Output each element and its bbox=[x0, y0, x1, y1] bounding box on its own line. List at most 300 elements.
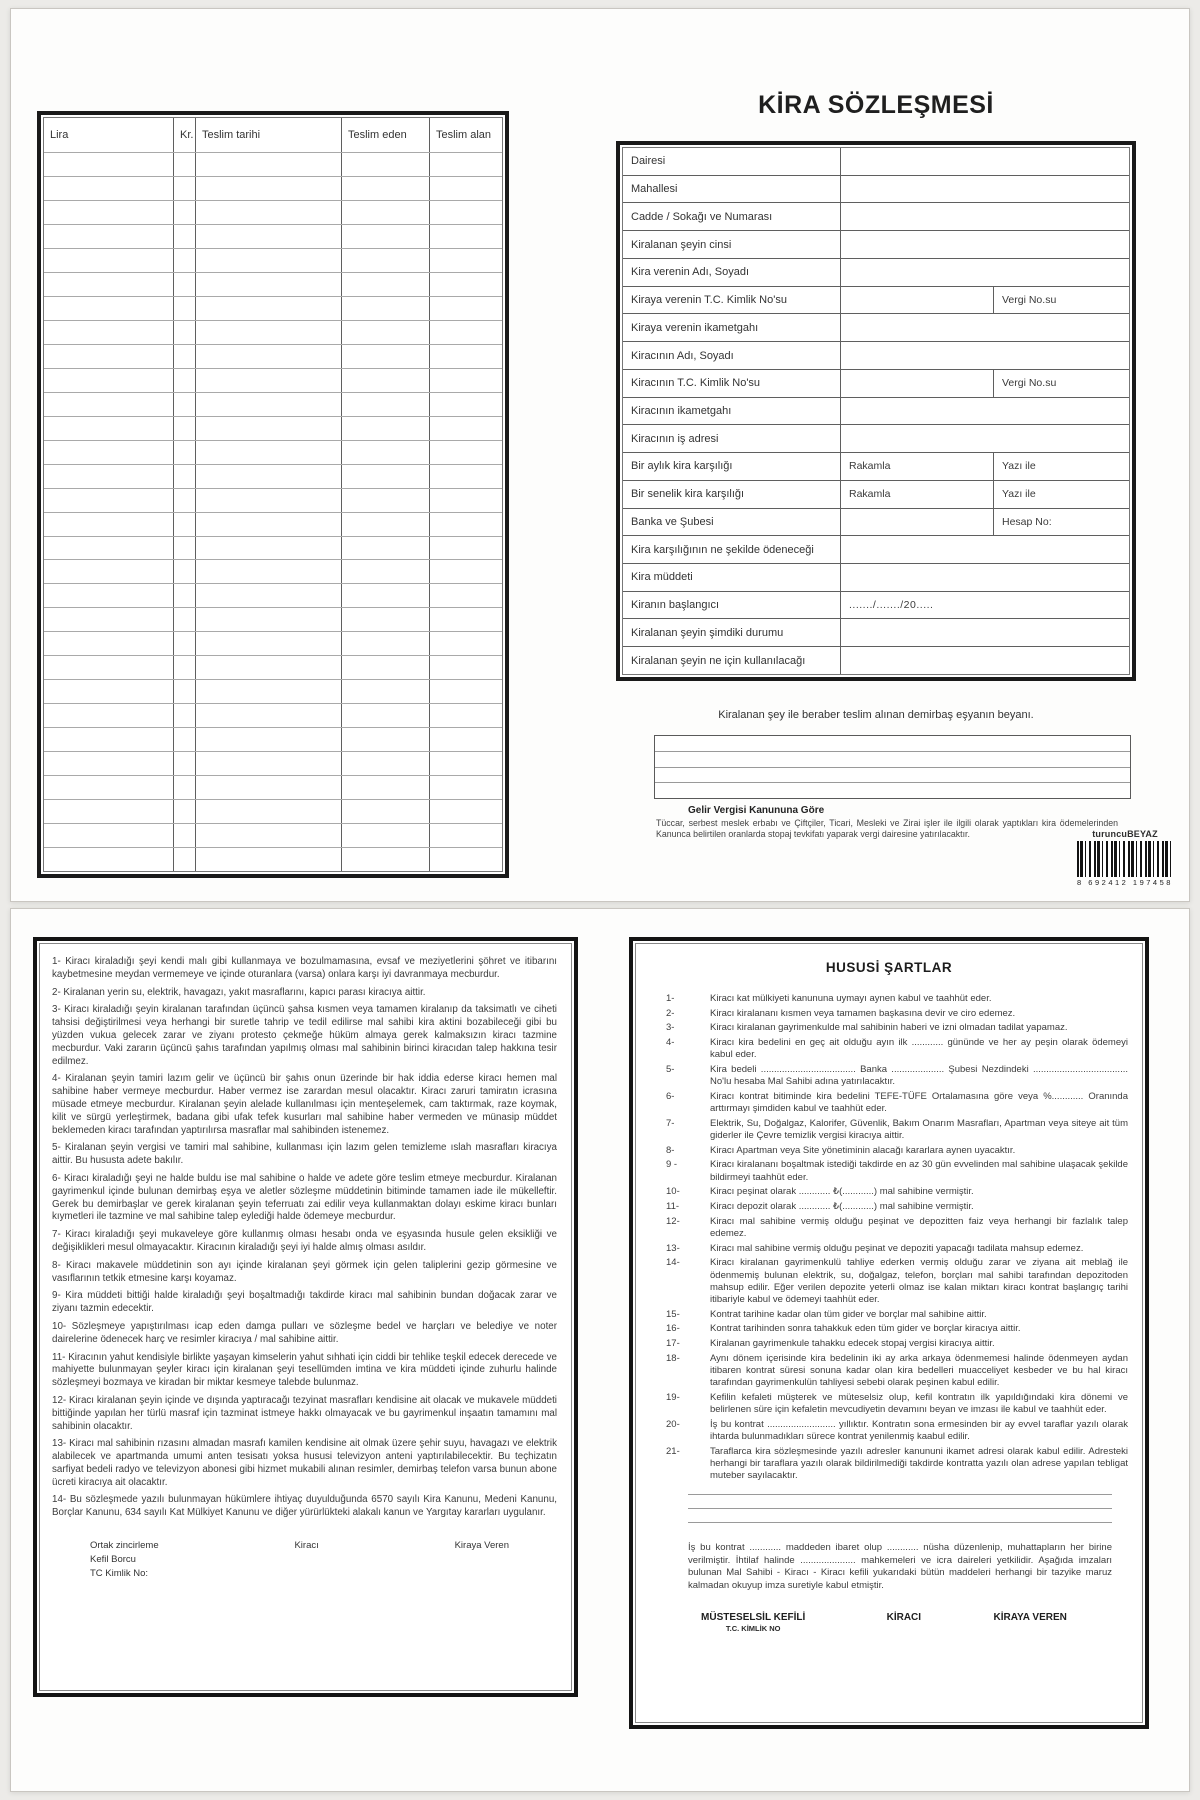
special-term-text: Kontrat tarihinden sonra tahakkuk eden tüm gider ve borçlar kiracıya aittir. bbox=[710, 1323, 1021, 1335]
tax-note bbox=[656, 805, 1118, 840]
signature-line-label: TC Kimlik No: bbox=[90, 1568, 149, 1580]
delivery-cell bbox=[44, 201, 174, 224]
delivery-cell bbox=[430, 417, 502, 440]
delivery-cell bbox=[44, 177, 174, 200]
form-field-label: Kiracının Adı, Soyadı bbox=[631, 349, 734, 362]
special-term-item bbox=[666, 1186, 1128, 1198]
form-field-label: Dairesi bbox=[631, 155, 666, 168]
delivery-table-row bbox=[44, 607, 502, 631]
contract-clause: 7- Kiracı kiraladığı şeyi mukaveleye göre kullanmış olması hesabı onda ve eşyasında husule gelen eksikliği ve değişiklikleri mesul olmayacaktır. Kiracının kiraladığı şeyi iyi halde almış olması asıldır. bbox=[52, 1229, 557, 1253]
delivery-cell bbox=[342, 632, 430, 655]
special-term-item bbox=[666, 1338, 1128, 1350]
form-field-label: Kiraya verenin ikametgahı bbox=[631, 321, 759, 334]
delivery-cell bbox=[342, 393, 430, 416]
barcode-block bbox=[1073, 829, 1177, 887]
form-row bbox=[623, 258, 1129, 286]
delivery-table-row bbox=[44, 799, 502, 823]
delivery-cell bbox=[196, 728, 342, 751]
contract-clause: 2- Kiralanan yerin su, elektrik, havagazı, yakıt masraflarını, kapıcı parası kiracıya aittir. bbox=[52, 986, 426, 998]
special-term-item bbox=[666, 1145, 1128, 1157]
delivery-cell bbox=[174, 680, 196, 703]
delivery-cell bbox=[174, 393, 196, 416]
delivery-table-row bbox=[44, 344, 502, 368]
special-term-text: Kiracı mal sahibine vermiş olduğu peşinat ve depoziti yapacağı tadilata mahsup edemez. bbox=[710, 1242, 1084, 1254]
signature-block bbox=[656, 1612, 850, 1633]
form-field-label: Kiracının ikametgahı bbox=[631, 404, 732, 417]
inventory-note: Kiralanan şey ile beraber teslim alınan demirbaş eşyanın beyanı. bbox=[718, 709, 1034, 721]
delivery-cell bbox=[196, 441, 342, 464]
delivery-cell bbox=[196, 201, 342, 224]
contract-clause: 1- Kiracı kiraladığı şeyi kendi malı gibi kullanmaya ve bozulmamasına, evsaf ve meziyetlerini şöhret ve itibarını kaybetmesine meydan vermemeye ve içinde oturanlara (varsa) onlara karşı iyi davranmaya mecburdur. bbox=[52, 956, 557, 980]
delivery-cell bbox=[342, 369, 430, 392]
special-term-text: İş bu kontrat .......................... yıllıktır. Kontratın sona ermesinden bir ay evvel taraflar yazılı olarak ihtarda bulunmadıkları sürece kontrat yenilenmiş kaabul edilir. bbox=[710, 1418, 1128, 1442]
form-row bbox=[623, 286, 1129, 314]
delivery-cell bbox=[342, 465, 430, 488]
contract-front-page bbox=[10, 8, 1190, 902]
delivery-table-row bbox=[44, 368, 502, 392]
form-field-label: Kira müddeti bbox=[631, 571, 693, 584]
special-term-item bbox=[666, 1091, 1128, 1115]
delivery-cell bbox=[174, 513, 196, 536]
delivery-table-row bbox=[44, 416, 502, 440]
form-field-label: Kiranın başlangıcı bbox=[631, 599, 720, 612]
fill-in-lines bbox=[688, 1494, 1112, 1536]
signature-label: KİRACI bbox=[886, 1611, 922, 1623]
special-term-item bbox=[666, 1446, 1128, 1483]
delivery-cell bbox=[196, 656, 342, 679]
form-row bbox=[623, 230, 1129, 258]
delivery-cell bbox=[430, 273, 502, 296]
delivery-table-row bbox=[44, 536, 502, 560]
tax-note-body: Tüccar, serbest meslek erbabı ve Çiftçiler, Ticari, Mesleki ve Zirai işler ile ilgili olarak yaptıkları kira ödemelerinden Kanunca belirtilen oranlarda stopaj tevkifatı yaparak vergi dairesine yatırılacaktır. bbox=[656, 818, 1118, 839]
special-term-number: 19- bbox=[666, 1391, 680, 1403]
delivery-cell bbox=[44, 153, 174, 176]
special-term-number: 21- bbox=[666, 1445, 680, 1457]
delivery-cell bbox=[342, 345, 430, 368]
form-field-value bbox=[840, 425, 1129, 452]
signature-block bbox=[957, 1612, 1103, 1633]
special-term-number: 5- bbox=[666, 1064, 675, 1076]
delivery-table-row bbox=[44, 583, 502, 607]
special-term-text: Taraflarca kira sözleşmesinde yazılı adresler kanununi ikamet adresi olarak kabul edilir. Adresteki herhangi bir taraflara yazılı olarak bildirilmediği takdirde kontratta yazılı olan adrese yapılan tebligat muteber sayılacaktır. bbox=[710, 1445, 1128, 1482]
tax-note-title: Gelir Vergisi Kanununa Göre bbox=[688, 805, 825, 816]
delivery-cell bbox=[430, 441, 502, 464]
delivery-cell bbox=[430, 584, 502, 607]
delivery-table-row bbox=[44, 559, 502, 583]
form-field-value bbox=[840, 203, 1129, 230]
delivery-cell bbox=[430, 345, 502, 368]
delivery-cell bbox=[430, 201, 502, 224]
delivery-cell bbox=[196, 345, 342, 368]
delivery-cell bbox=[430, 225, 502, 248]
form-field-value bbox=[840, 231, 1129, 258]
delivery-table-row bbox=[44, 392, 502, 416]
closing-statement: İş bu kontrat ............ maddeden ibaret olup ............ nüsha düzenlenip, muhattapların her birine verilmiştir. İhtilaf halinde ..................... mahkemeleri ve icra daireleri yetkilidir. Aşağıda imzaları bulunan Mal Sahibi - Kiracı - Kiracı kefili yukarıdaki bütün maddeleri herhangi bir tazyike maruz kalmadan okuyup imza suretiyle kabul etmiştir. bbox=[688, 1542, 1112, 1591]
contract-clause: 5- Kiralanan şeyin vergisi ve tamiri mal sahibine, kullanması için lazım gelen temizleme ıslah masrafları kiracıya aittir. Bu hususta adete bakılır. bbox=[52, 1142, 557, 1167]
delivery-table-row bbox=[44, 224, 502, 248]
special-term-text: Kiracı kontrat bitiminde kira bedelini TEFE-TÜFE Ortalamasına göre veya %............ Oranında arttırmayı şimdiden kabul ve taahhüt eder. bbox=[710, 1090, 1128, 1115]
delivery-column-header: Teslim alan bbox=[436, 129, 492, 141]
brand-label: turuncuBEYAZ bbox=[1092, 829, 1158, 839]
special-term-text: Kiracı kiralananı boşaltmak istediği takdirde en az 30 gün evvelinden mal sahibine ulaşacak şekilde bildirmeyi taahhüt eder. bbox=[710, 1159, 1128, 1183]
form-row bbox=[623, 535, 1129, 563]
page-title: KİRA SÖZLEŞMESİ bbox=[758, 91, 994, 119]
special-term-text: Kiracı kiralanan gayrimenkulü tahliye ederken vermiş olduğu zarar ve ziyana ait meblağ ile ödenmemiş bulunan elektrik, su, doğalgaz, telefon, borçları mal sahibi tarafından depozitoden mahsup edilir. Eğer verilen depozite yeterli olmaz ise kalan miktarı kiracı kontrat başlangıç tarihi itibariyle kabul ve ödemeyi taahhüt eder. bbox=[710, 1257, 1128, 1305]
delivery-cell bbox=[430, 393, 502, 416]
form-field-sublabel: Rakamla bbox=[840, 453, 993, 480]
delivery-column-header: Teslim eden bbox=[342, 118, 430, 152]
special-term-item bbox=[666, 1323, 1128, 1335]
form-field-value bbox=[840, 259, 1129, 286]
delivery-cell bbox=[174, 489, 196, 512]
delivery-cell bbox=[196, 752, 342, 775]
special-term-number: 9 - bbox=[666, 1159, 678, 1171]
delivery-cell bbox=[196, 848, 342, 871]
delivery-cell bbox=[342, 656, 430, 679]
delivery-cell bbox=[174, 321, 196, 344]
delivery-column-header: Kr. bbox=[174, 118, 196, 152]
form-field-sublabel: Yazı ile bbox=[993, 453, 1129, 480]
form-field-value bbox=[840, 398, 1129, 425]
delivery-cell bbox=[44, 776, 174, 799]
delivery-table-row bbox=[44, 176, 502, 200]
delivery-cell bbox=[430, 537, 502, 560]
delivery-table-row bbox=[44, 655, 502, 679]
form-row bbox=[623, 646, 1129, 674]
ruled-line bbox=[688, 1508, 1112, 1522]
contract-clause: 6- Kiracı kiraladığı şeyi ne halde buldu ise mal sahibine o halde ve adete göre teslim etmeye mecburdur. Kiralanan gayrimenkul içinde bulunan demirbaş eşya ve aletler sözleşme müddetinin bitiminde tamamen iade ile mükelleftir. Gerek bu demirbaşlar ve gerek kiralanan şeyin teferruatı zai edilir veya kullanmaktan dolayı eskime kiracı bunları kıymetleri ile tazmine ve mal sahibine talep eylediği halde ödemeye mecburdur. bbox=[52, 1172, 557, 1223]
delivery-table-row bbox=[44, 440, 502, 464]
form-field-label: Kira karşılığının ne şekilde ödeneceği bbox=[631, 543, 814, 556]
delivery-cell bbox=[430, 728, 502, 751]
special-term-number: 3- bbox=[666, 1022, 675, 1034]
delivery-cell bbox=[44, 297, 174, 320]
form-field-sublabel: Hesap No: bbox=[993, 509, 1129, 536]
contract-form bbox=[622, 147, 1130, 675]
special-term-item bbox=[666, 1309, 1128, 1321]
special-term-item bbox=[666, 1419, 1128, 1443]
special-terms-box bbox=[629, 937, 1149, 1729]
delivery-cell bbox=[174, 273, 196, 296]
delivery-cell bbox=[430, 608, 502, 631]
delivery-cell bbox=[174, 704, 196, 727]
special-terms-title: HUSUSİ ŞARTLAR bbox=[825, 960, 953, 975]
delivery-cell bbox=[174, 369, 196, 392]
delivery-cell bbox=[430, 489, 502, 512]
delivery-cell bbox=[44, 537, 174, 560]
special-term-number: 16- bbox=[666, 1323, 680, 1335]
signature-label: MÜSTESELSİL KEFİLİ bbox=[701, 1611, 806, 1623]
delivery-cell bbox=[342, 848, 430, 871]
form-row bbox=[623, 175, 1129, 203]
delivery-cell bbox=[44, 824, 174, 847]
special-term-text: Kiracı mal sahibine vermiş olduğu peşinat ve depozitten faiz veya herhangi bir fazlalık talep edemez. bbox=[710, 1215, 1128, 1239]
delivery-table-row bbox=[44, 679, 502, 703]
delivery-cell bbox=[44, 441, 174, 464]
delivery-cell bbox=[44, 369, 174, 392]
delivery-cell bbox=[342, 584, 430, 607]
delivery-cell bbox=[44, 752, 174, 775]
delivery-cell bbox=[44, 273, 174, 296]
contract-form-frame bbox=[616, 141, 1136, 681]
delivery-table-row bbox=[44, 200, 502, 224]
form-field-sublabel bbox=[840, 287, 993, 314]
delivery-cell bbox=[44, 728, 174, 751]
delivery-table-row bbox=[44, 751, 502, 775]
delivery-cell bbox=[342, 417, 430, 440]
left-signature-lines bbox=[90, 1539, 159, 1581]
special-term-number: 11- bbox=[666, 1201, 680, 1213]
special-term-item bbox=[666, 1159, 1128, 1183]
delivery-table bbox=[43, 117, 503, 872]
demirbas-row bbox=[655, 751, 1130, 767]
special-term-number: 14- bbox=[666, 1257, 680, 1269]
delivery-cell bbox=[44, 560, 174, 583]
delivery-cell bbox=[342, 728, 430, 751]
delivery-cell bbox=[430, 249, 502, 272]
special-term-item bbox=[666, 1201, 1128, 1213]
delivery-cell bbox=[174, 752, 196, 775]
form-field-value bbox=[840, 342, 1129, 369]
form-field-value bbox=[840, 647, 1129, 674]
contract-clause: 12- Kiracı kiralanan şeyin içinde ve dışında yaptıracağı tezyinat masrafları kendisine ait olacak ve mukavele müddeti bittiğinde yapılan her türlü masraf için tazminat istmeye hakkı olmayacak ve bu gayrimenkul inşaatın tamamını mal sahibinin olacaktır. bbox=[52, 1394, 557, 1432]
special-term-text: Kefilin kefaleti müşterek ve müteselsiz olup, kefil kontratın ilk yapıldığındaki kira dönemi ve belirlenen süre için kefaletin mevcudiyetin devamını beyan ve imzası ile kabul ve taahhüt eder. bbox=[710, 1391, 1128, 1416]
form-row bbox=[623, 341, 1129, 369]
form-field-sublabel bbox=[840, 370, 993, 397]
delivery-cell bbox=[44, 345, 174, 368]
special-term-item bbox=[666, 1064, 1128, 1088]
delivery-cell bbox=[430, 632, 502, 655]
special-terms-list bbox=[636, 993, 1142, 1482]
form-field-value bbox=[840, 536, 1129, 563]
form-field-value bbox=[840, 619, 1129, 646]
delivery-cell bbox=[196, 704, 342, 727]
ruled-line bbox=[688, 1522, 1112, 1536]
special-term-text: Kiracı kira bedelini en geç ait olduğu ayın ilk ............ gününde ve her ay peşin olarak ödemeyi kabul eder. bbox=[710, 1037, 1128, 1061]
delivery-cell bbox=[174, 249, 196, 272]
form-field-label: Mahallesi bbox=[631, 183, 678, 196]
contract-clause: 10- Sözleşmeye yapıştırılması icap eden damga pulları ve sözleşme bedel ve harçları ve belediye ve noter dairelerine ödenecek harç ve resimler kiracıya / mal sahibine aittir. bbox=[52, 1320, 557, 1345]
delivery-cell bbox=[342, 752, 430, 775]
delivery-cell bbox=[174, 225, 196, 248]
delivery-cell bbox=[44, 513, 174, 536]
delivery-cell bbox=[430, 560, 502, 583]
special-term-text: Aynı dönem içerisinde kira bedelinin iki ay arka arkaya ödenmemesi halinde ödenmeyen aydan itibaren kontrat süresi sonuna kadar olan kira bedelleri muacceliyet kesbeder ve bu hal kiracı tarafından gayrimenkulün tahliyesi sebebi olarak peşinen kabul edilir. bbox=[710, 1352, 1128, 1389]
delivery-table-row bbox=[44, 703, 502, 727]
special-term-item bbox=[666, 993, 1128, 1005]
contract-clause: 8- Kiracı makavele müddetinin son ayı içinde kiralanan şeyi görmek için gelen taliplerini gezip görmesine ve vasıflarının tetkik etmesine karşı koyamaz. bbox=[52, 1259, 557, 1284]
form-field-label: Kiracının iş adresi bbox=[631, 432, 719, 445]
delivery-table-header-row bbox=[44, 118, 502, 152]
special-term-item bbox=[666, 1118, 1128, 1142]
special-term-number: 1- bbox=[666, 993, 675, 1004]
delivery-cell bbox=[196, 537, 342, 560]
delivery-table-row bbox=[44, 320, 502, 344]
form-field-sublabel: Yazı ile bbox=[993, 481, 1129, 508]
delivery-cell bbox=[44, 800, 174, 823]
delivery-cell bbox=[44, 249, 174, 272]
delivery-cell bbox=[44, 680, 174, 703]
delivery-cell bbox=[196, 273, 342, 296]
demirbas-table bbox=[654, 735, 1131, 799]
form-field-label: Banka ve Şubesi bbox=[631, 515, 714, 528]
delivery-table-frame bbox=[37, 111, 509, 878]
signature-label: KİRAYA VEREN bbox=[993, 1611, 1067, 1623]
delivery-cell bbox=[44, 848, 174, 871]
left-signature-row bbox=[40, 1525, 571, 1581]
delivery-cell bbox=[430, 752, 502, 775]
ruled-line bbox=[688, 1494, 1112, 1508]
special-term-number: 18- bbox=[666, 1352, 680, 1364]
delivery-table-row bbox=[44, 727, 502, 751]
delivery-cell bbox=[342, 824, 430, 847]
special-term-item bbox=[666, 1037, 1128, 1061]
delivery-cell bbox=[196, 225, 342, 248]
delivery-cell bbox=[174, 776, 196, 799]
delivery-cell bbox=[430, 848, 502, 871]
delivery-cell bbox=[174, 800, 196, 823]
delivery-cell bbox=[342, 560, 430, 583]
delivery-table-row bbox=[44, 488, 502, 512]
delivery-cell bbox=[430, 704, 502, 727]
delivery-cell bbox=[174, 153, 196, 176]
delivery-cell bbox=[44, 608, 174, 631]
delivery-cell bbox=[196, 632, 342, 655]
delivery-cell bbox=[174, 297, 196, 320]
delivery-cell bbox=[196, 369, 342, 392]
delivery-table-row bbox=[44, 775, 502, 799]
delivery-cell bbox=[174, 656, 196, 679]
special-term-item bbox=[666, 1257, 1128, 1306]
demirbas-row bbox=[655, 736, 1130, 751]
special-term-text: Kiracı peşinat olarak ............ ₺(............) mal sahibine vermiştir. bbox=[710, 1186, 974, 1198]
barcode-icon bbox=[1077, 841, 1173, 877]
delivery-cell bbox=[196, 800, 342, 823]
signature-block bbox=[850, 1612, 957, 1633]
delivery-cell bbox=[174, 632, 196, 655]
delivery-cell bbox=[44, 632, 174, 655]
special-term-text: Kira bedeli .................................... Banka .................... Şubesi Nezdindeki .................................... No'lu hesaba Mal Sahibi adına yatırılacaktır. bbox=[710, 1064, 1128, 1088]
delivery-cell bbox=[342, 800, 430, 823]
special-term-text: Kiracı kat mülkiyeti kanununa uymayı aynen kabul ve taahhüt eder. bbox=[710, 993, 992, 1004]
special-term-number: 17- bbox=[666, 1338, 680, 1350]
delivery-cell bbox=[342, 680, 430, 703]
form-field-value bbox=[840, 148, 1129, 175]
delivery-cell bbox=[342, 273, 430, 296]
form-row bbox=[623, 508, 1129, 536]
delivery-cell bbox=[44, 704, 174, 727]
delivery-cell bbox=[430, 369, 502, 392]
delivery-table-row bbox=[44, 296, 502, 320]
form-field-label: Kiracının T.C. Kimlik No'su bbox=[631, 377, 761, 390]
contract-clause: 13- Kiracı mal sahibinin rızasını almadan masrafı kamilen kendisine ait olmak üzere şehir suyu, havagazı ve elektrik alabilecek ve apartmanda umumi anten tesisatı yoksa hususi televizyon anteni yaptırılabilecektir. Bu teçhizatın sarfiyat bedeli radyo ve televizyon abonesi gibi hizmet mukabili alınan resimler, demirbaş telefon varsa bunun abone ücreti kiracıya ait olacaktır. bbox=[52, 1438, 557, 1488]
delivery-cell bbox=[430, 177, 502, 200]
delivery-cell bbox=[342, 776, 430, 799]
contract-back-page bbox=[10, 908, 1190, 1792]
special-term-number: 20- bbox=[666, 1418, 680, 1430]
special-term-number: 13- bbox=[666, 1242, 680, 1254]
delivery-cell bbox=[174, 345, 196, 368]
form-row bbox=[623, 313, 1129, 341]
special-term-number: 4- bbox=[666, 1037, 675, 1049]
special-term-number: 12- bbox=[666, 1215, 680, 1227]
delivery-cell bbox=[174, 728, 196, 751]
delivery-table-row bbox=[44, 248, 502, 272]
special-signatures bbox=[636, 1612, 1142, 1633]
form-field-label: Cadde / Sokağı ve Numarası bbox=[631, 210, 773, 223]
delivery-cell bbox=[174, 537, 196, 560]
delivery-cell bbox=[174, 584, 196, 607]
delivery-cell bbox=[44, 656, 174, 679]
delivery-cell bbox=[430, 321, 502, 344]
delivery-cell bbox=[430, 656, 502, 679]
form-field-label: Kira verenin Adı, Soyadı bbox=[631, 266, 750, 279]
delivery-cell bbox=[44, 584, 174, 607]
form-row bbox=[623, 148, 1129, 175]
form-field-label: Kiralanan şeyin ne için kullanılacağı bbox=[631, 654, 806, 667]
special-term-item bbox=[666, 1392, 1128, 1416]
demirbas-row bbox=[655, 767, 1130, 783]
delivery-cell bbox=[342, 225, 430, 248]
delivery-cell bbox=[430, 465, 502, 488]
contract-clause: 3- Kiracı kiraladığı şeyin kiralanan tarafından üçüncü şahsa kısmen veya tamamen kiralanıp da taksimatlı ve ciheti tahsisi değiştirilmesi veya herhangi bir suretle tahrip ve tedil edilirse mal sahibi kira aktini bozabileceği gibi bu yüzden vukua gelecek zarar ve ziyanı protesto çekmeğe hüküm almaya gerek kalmaksızın kiracı tazmine mecburdur. Vaki zararın üçüncü şahıs tarafından yapılmış olması mal sahibinin birinci kiracıdan talep hakkına tesir edilmez. bbox=[52, 1004, 557, 1067]
delivery-cell bbox=[44, 321, 174, 344]
form-row bbox=[623, 397, 1129, 425]
delivery-cell bbox=[342, 249, 430, 272]
delivery-cell bbox=[342, 177, 430, 200]
delivery-cell bbox=[342, 297, 430, 320]
general-terms-box bbox=[33, 937, 578, 1697]
form-field-value bbox=[840, 564, 1129, 591]
special-term-text: Elektrik, Su, Doğalgaz, Kalorifer, Güvenlik, Bakım Onarım Masrafları, Apartman veya siteye ait tüm giderler ile Çevre temizlik vergisi kiracıya aittir. bbox=[710, 1117, 1128, 1142]
delivery-cell bbox=[430, 776, 502, 799]
special-term-text: Kiralanan gayrimenkule tahakku edecek stopaj vergisi kiracıya aittir. bbox=[710, 1338, 995, 1350]
demirbas-row bbox=[655, 782, 1130, 798]
form-row bbox=[623, 452, 1129, 480]
special-term-number: 2- bbox=[666, 1007, 675, 1019]
delivery-cell bbox=[342, 513, 430, 536]
delivery-cell bbox=[196, 417, 342, 440]
special-term-item bbox=[666, 1353, 1128, 1390]
delivery-cell bbox=[430, 297, 502, 320]
delivery-table-row bbox=[44, 631, 502, 655]
delivery-cell bbox=[196, 177, 342, 200]
special-term-text: Kiracı Apartman veya Site yönetiminin alacağı kararlara aynen uyacaktır. bbox=[710, 1144, 1016, 1156]
form-row bbox=[623, 369, 1129, 397]
form-field-sublabel bbox=[840, 509, 993, 536]
delivery-cell bbox=[430, 513, 502, 536]
delivery-table-row bbox=[44, 823, 502, 847]
delivery-cell bbox=[342, 441, 430, 464]
delivery-cell bbox=[342, 321, 430, 344]
delivery-cell bbox=[342, 704, 430, 727]
delivery-table-row bbox=[44, 464, 502, 488]
special-term-number: 6- bbox=[666, 1090, 675, 1102]
delivery-cell bbox=[430, 680, 502, 703]
delivery-cell bbox=[342, 608, 430, 631]
form-field-value bbox=[840, 314, 1129, 341]
form-field-value: ......./......./20..... bbox=[840, 592, 1129, 619]
special-term-number: 15- bbox=[666, 1308, 680, 1320]
tenant-signature-label: Kiracı bbox=[294, 1540, 319, 1552]
special-term-item bbox=[666, 1022, 1128, 1034]
delivery-cell bbox=[196, 513, 342, 536]
delivery-cell bbox=[196, 153, 342, 176]
delivery-cell bbox=[174, 201, 196, 224]
form-field-sublabel: Rakamla bbox=[840, 481, 993, 508]
delivery-table-row bbox=[44, 847, 502, 871]
delivery-cell bbox=[196, 249, 342, 272]
